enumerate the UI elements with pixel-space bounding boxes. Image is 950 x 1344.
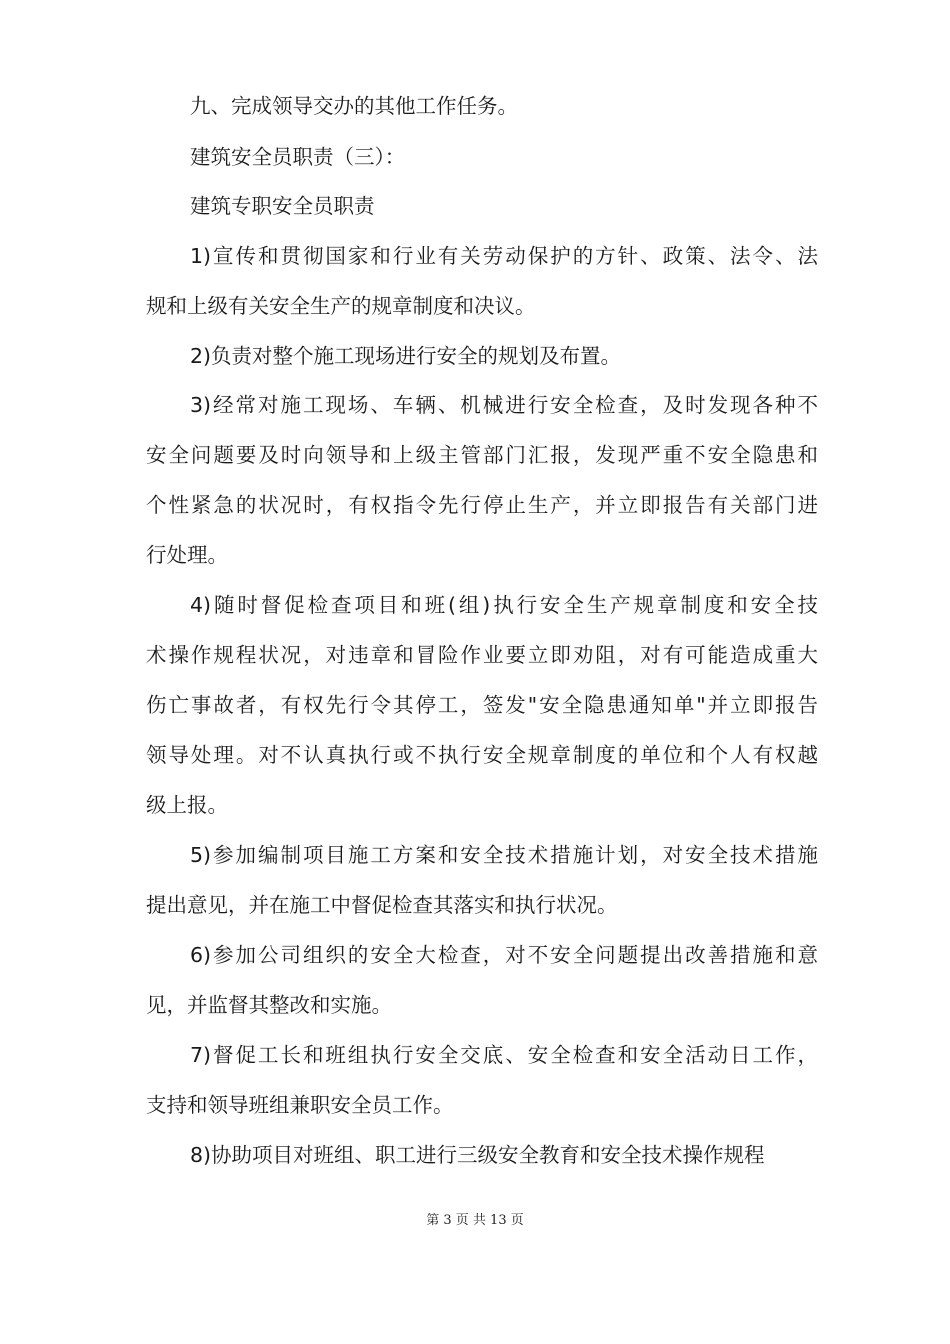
paragraph-line: 行处理。 bbox=[146, 543, 228, 567]
paragraph-line: 7)督促工长和班组执行安全交底、安全检查和安全活动日工作， bbox=[190, 1043, 818, 1067]
paragraph-line: 领导处理。对不认真执行或不执行安全规章制度的单位和个人有权越 bbox=[146, 743, 818, 767]
paragraph-line: 提出意见，并在施工中督促检查其落实和执行状况。 bbox=[146, 893, 618, 917]
paragraph-line: 支持和领导班组兼职安全员工作。 bbox=[146, 1093, 454, 1117]
paragraph-line: 2)负责对整个施工现场进行安全的规划及布置。 bbox=[190, 344, 622, 368]
paragraph-line: 4)随时督促检查项目和班(组)执行安全生产规章制度和安全技 bbox=[190, 593, 818, 617]
paragraph-line: 5)参加编制项目施工方案和安全技术措施计划，对安全技术措施 bbox=[190, 843, 818, 867]
paragraph-line: 8)协助项目对班组、职工进行三级安全教育和安全技术操作规程 bbox=[190, 1143, 765, 1167]
paragraph-line: 1)宣传和贯彻国家和行业有关劳动保护的方针、政策、法令、法 bbox=[190, 244, 818, 268]
paragraph-line: 建筑专职安全员职责 bbox=[190, 194, 375, 218]
page-footer: 第 3 页 共 13 页 bbox=[426, 1213, 524, 1228]
paragraph-line: 3)经常对施工现场、车辆、机械进行安全检查，及时发现各种不 bbox=[190, 393, 818, 417]
paragraph-line: 伤亡事故者，有权先行令其停工，签发"安全隐患通知单"并立即报告 bbox=[146, 693, 818, 717]
paragraph-line: 建筑安全员职责（三）： bbox=[190, 145, 406, 169]
paragraph-line: 个性紧急的状况时，有权指令先行停止生产，并立即报告有关部门进 bbox=[146, 493, 818, 517]
paragraph-line: 6)参加公司组织的安全大检查，对不安全问题提出改善措施和意 bbox=[190, 943, 818, 967]
paragraph-line: 见，并监督其整改和实施。 bbox=[146, 993, 392, 1017]
paragraph-line: 安全问题要及时向领导和上级主管部门汇报，发现严重不安全隐患和 bbox=[146, 443, 818, 467]
paragraph-line: 九、完成领导交办的其他工作任务。 bbox=[190, 94, 518, 118]
paragraph-line: 级上报。 bbox=[146, 793, 228, 817]
paragraph-line: 术操作规程状况，对违章和冒险作业要立即劝阻，对有可能造成重大 bbox=[146, 643, 818, 667]
paragraph-line: 规和上级有关安全生产的规章制度和决议。 bbox=[146, 294, 536, 318]
